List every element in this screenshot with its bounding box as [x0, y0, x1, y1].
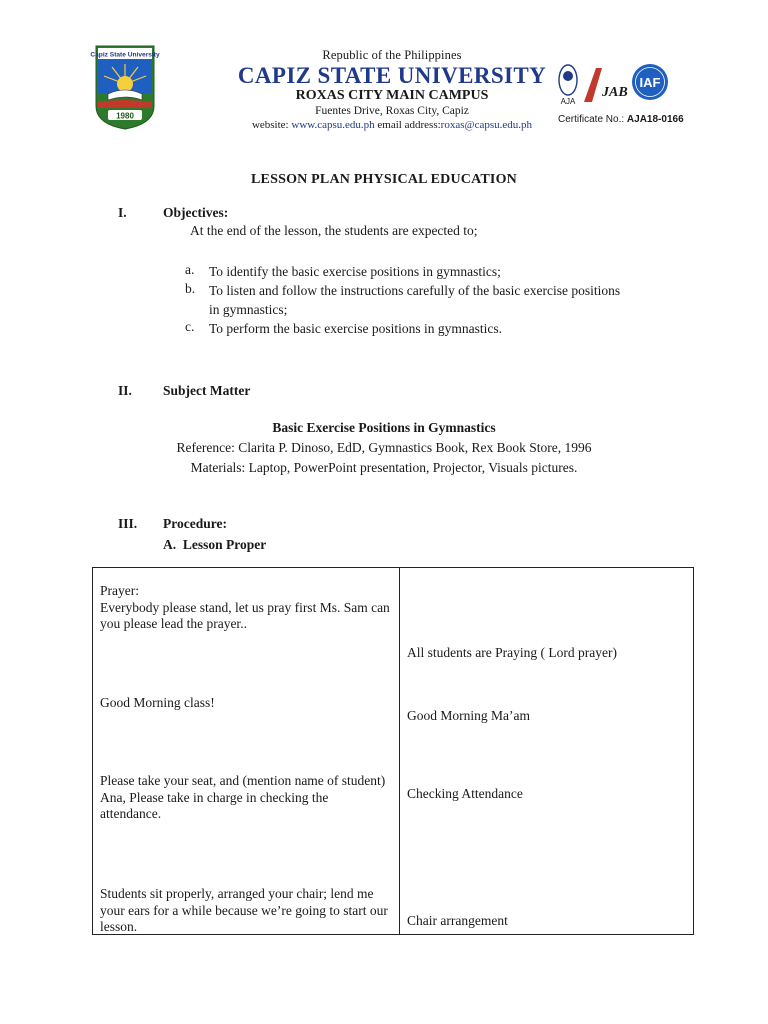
jab-logo — [584, 68, 628, 102]
objectives-intro: At the end of the lesson, the students are expected to; — [190, 223, 478, 238]
subsection-lesson-proper: A. Lesson Proper — [163, 537, 267, 552]
website-label: website: — [251, 119, 289, 131]
student-activity-prayer: All students are Praying ( Lord prayer) — [407, 645, 617, 660]
aja-label: AJA — [560, 97, 576, 106]
objective-text-a: To identify the basic exercise positions in gymnastics; — [209, 264, 501, 279]
objective-text-b: To listen and follow the instructions carefully of the basic exercise positions in gymnastics; — [209, 283, 621, 317]
section-number-procedure: III. — [118, 516, 138, 531]
objective-text-c: To perform the basic exercise positions in gymnastics. — [209, 321, 502, 336]
letterhead-text — [212, 44, 572, 132]
lesson-proper-table — [92, 567, 694, 935]
objective-letter-b: b. — [185, 281, 196, 296]
email-link[interactable]: roxas@capsu.edu.ph — [440, 119, 533, 131]
section-number-subject: II. — [118, 383, 132, 398]
letterhead — [90, 44, 684, 136]
certificate-label: Certificate No.: — [558, 114, 625, 125]
website-link[interactable]: www.capsu.edu.ph — [291, 119, 375, 131]
subject-reference: Reference: Clarita P. Dinoso, EdD, Gymnastics Book, Rex Book Store, 1996 — [176, 440, 592, 455]
section-heading-subject: Subject Matter — [163, 383, 251, 398]
student-activity-greeting: Good Morning Ma’am — [407, 708, 530, 723]
certificate-number — [558, 114, 684, 125]
university-logo — [90, 44, 160, 130]
document-title: LESSON PLAN PHYSICAL EDUCATION — [251, 172, 517, 187]
student-activity-attendance: Checking Attendance — [407, 786, 523, 801]
section-heading-objectives: Objectives: — [163, 205, 229, 220]
teacher-activity-attendance: Please take your seat, and (mention name of student) Ana, Please take in charge in checking the attendance. — [100, 773, 386, 821]
iaf-label: IAF — [639, 75, 661, 90]
students-column — [400, 568, 694, 935]
subject-materials: Materials: Laptop, PowerPoint presentation, Projector, Visuals pictures. — [190, 460, 578, 475]
teacher-activity-greeting: Good Morning class! — [100, 695, 215, 710]
teacher-activity-lesson-start: Students sit properly, arranged your chair; lend me your ears for a while because we’re going to start our lesson. — [100, 886, 388, 934]
aja-logo — [559, 65, 577, 106]
republic-line: Republic of the Philippines — [322, 48, 462, 62]
jab-label: JAB — [602, 85, 628, 100]
logo-year: 1980 — [116, 111, 134, 121]
student-activity-chairs: Chair arrangement — [407, 913, 508, 928]
section-number-objectives: I. — [118, 205, 127, 220]
certification-logos — [558, 62, 684, 132]
logo-text: Capiz State University — [90, 51, 160, 59]
section-heading-procedure: Procedure: — [163, 516, 227, 531]
email-label: email address: — [377, 119, 441, 131]
objective-letter-a: a. — [185, 262, 195, 277]
objective-letter-c: c. — [185, 319, 195, 334]
contact-line — [212, 119, 572, 132]
campus-name: ROXAS CITY MAIN CAMPUS — [295, 88, 489, 103]
teacher-column — [93, 568, 400, 935]
certificate-value: AJA18-0166 — [626, 114, 684, 125]
iaf-logo — [632, 64, 668, 100]
teacher-activity-prayer: Prayer: Everybody please stand, let us pray first Ms. Sam can you please lead the prayer.. — [100, 583, 390, 631]
university-name: CAPIZ STATE UNIVERSITY — [237, 63, 547, 88]
certification-marks — [558, 62, 678, 114]
campus-address: Fuentes Drive, Roxas City, Capiz — [315, 105, 469, 117]
subject-topic: Basic Exercise Positions in Gymnastics — [272, 420, 496, 435]
